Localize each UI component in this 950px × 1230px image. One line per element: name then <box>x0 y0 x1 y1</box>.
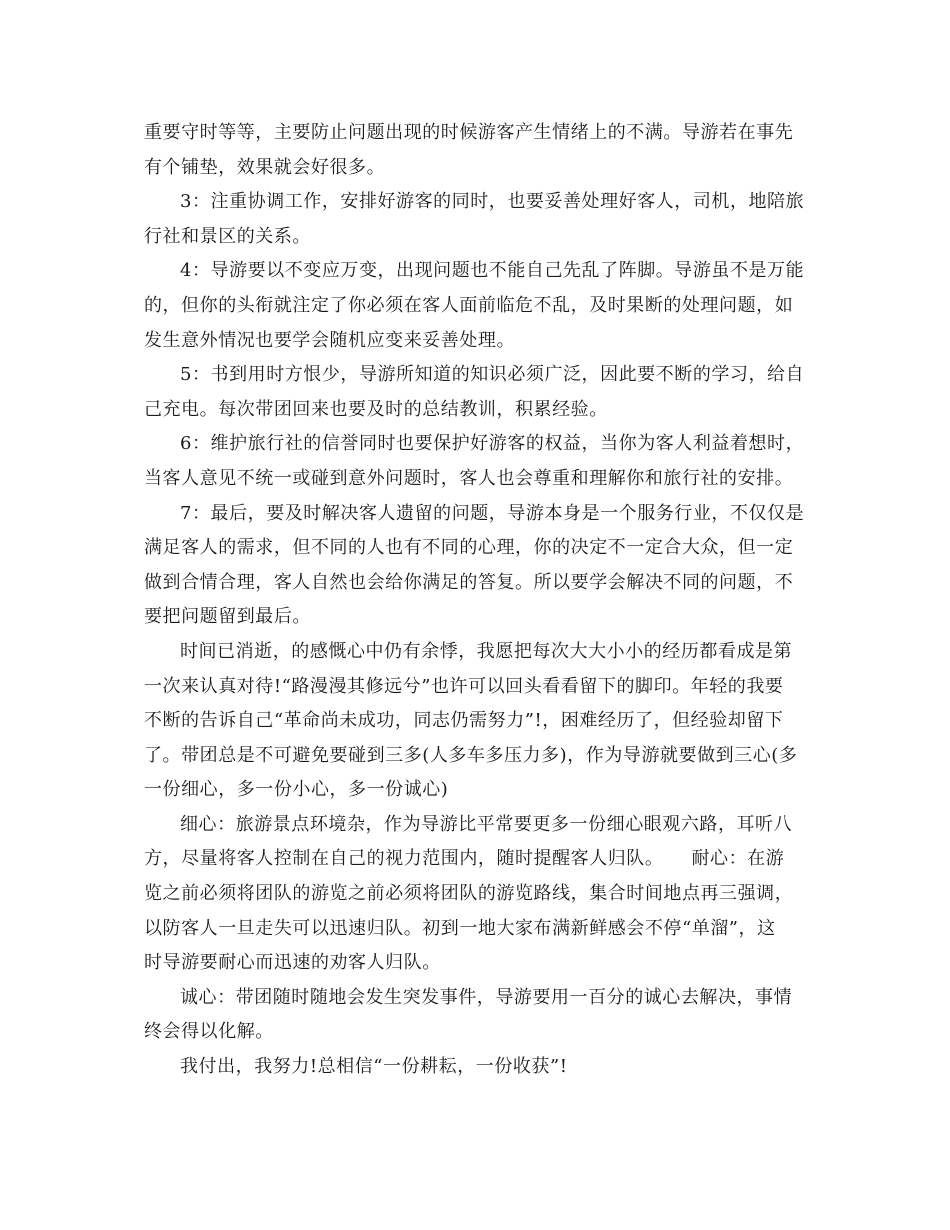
text-line: 的，但你的头衔就注定了你必须在客人面前临危不乱，及时果断的处理问题，如 <box>144 294 794 316</box>
text-line: 我付出，我努力!总相信“一份耕耘，一份收获”! <box>180 1056 568 1078</box>
text-line: 7：最后，要及时解决客人遗留的问题，导游本身是一个服务行业，不仅仅是 <box>180 502 805 524</box>
text-line: 览之前必须将团队的游览之前必须将团队的游览路线，集合时间地点再三强调， <box>144 883 794 905</box>
text-line: 做到合情合理，客人自然也会给你满足的答复。所以要学会解决不同的问题，不 <box>144 571 794 593</box>
document-body <box>144 116 808 1085</box>
text-line: 细心：旅游景点环境杂，作为导游比平常要更多一份细心眼观六路，耳听八 <box>180 813 793 835</box>
text-line: 终会得以化解。 <box>144 1021 274 1043</box>
text-line: 方，尽量将客人控制在自己的视力范围内，随时提醒客人归队。 耐心：在游 <box>144 848 785 870</box>
text-line: 有个铺垫，效果就会好很多。 <box>144 156 386 178</box>
text-line: 一次来认真对待!“路漫漫其修远兮”也许可以回头看看留下的脚印。年轻的我要 <box>144 675 784 697</box>
text-line: 己充电。每次带团回来也要及时的总结教训，积累经验。 <box>144 398 608 420</box>
text-line: 诚心：带团随时随地会发生突发事件，导游要用一百分的诚心去解决，事情 <box>180 986 793 1008</box>
text-line: 时间已消逝，的感慨心中仍有余悸，我愿把每次大大小小的经历都看成是第 <box>180 640 793 662</box>
text-line: 5：书到用时方恨少，导游所知道的知识必须广泛，因此要不断的学习，给自 <box>180 364 805 386</box>
text-line: 时导游要耐心而迅速的劝客人归队。 <box>144 952 441 974</box>
text-line: 满足客人的需求，但不同的人也有不同的心理，你的决定不一定合大众，但一定 <box>144 537 794 559</box>
text-line: 4：导游要以不变应万变，出现问题也不能自己先乱了阵脚。导游虽不是万能 <box>180 260 805 282</box>
text-line: 重要守时等等，主要防止问题出现的时候游客产生情绪上的不满。导游若在事先 <box>144 122 794 143</box>
text-line: 当客人意见不统一或碰到意外问题时，客人也会尊重和理解你和旅行社的安排。 <box>144 467 794 489</box>
text-line: 发生意外情况也要学会随机应变来妥善处理。 <box>144 329 515 351</box>
text-line: 6：维护旅行社的信誉同时也要保护好游客的权益，当你为客人利益着想时， <box>180 433 805 455</box>
text-line: 要把问题留到最后。 <box>144 606 311 628</box>
text-line: 一份细心，多一份小心，多一份诚心) <box>144 779 449 801</box>
text-line: 3：注重协调工作，安排好游客的同时，也要妥善处理好客人，司机，地陪旅 <box>180 191 805 213</box>
text-line: 行社和景区的关系。 <box>144 225 311 247</box>
text-line: 不断的告诉自己“革命尚未成功，同志仍需努力”!，困难经历了，但经验却留下 <box>144 710 784 732</box>
text-line: 了。带团总是不可避免要碰到三多(人多车多压力多)，作为导游就要做到三心(多 <box>144 744 798 766</box>
text-line: 以防客人一旦走失可以迅速归队。初到一地大家布满新鲜感会不停“单溜”，这 <box>144 917 776 939</box>
